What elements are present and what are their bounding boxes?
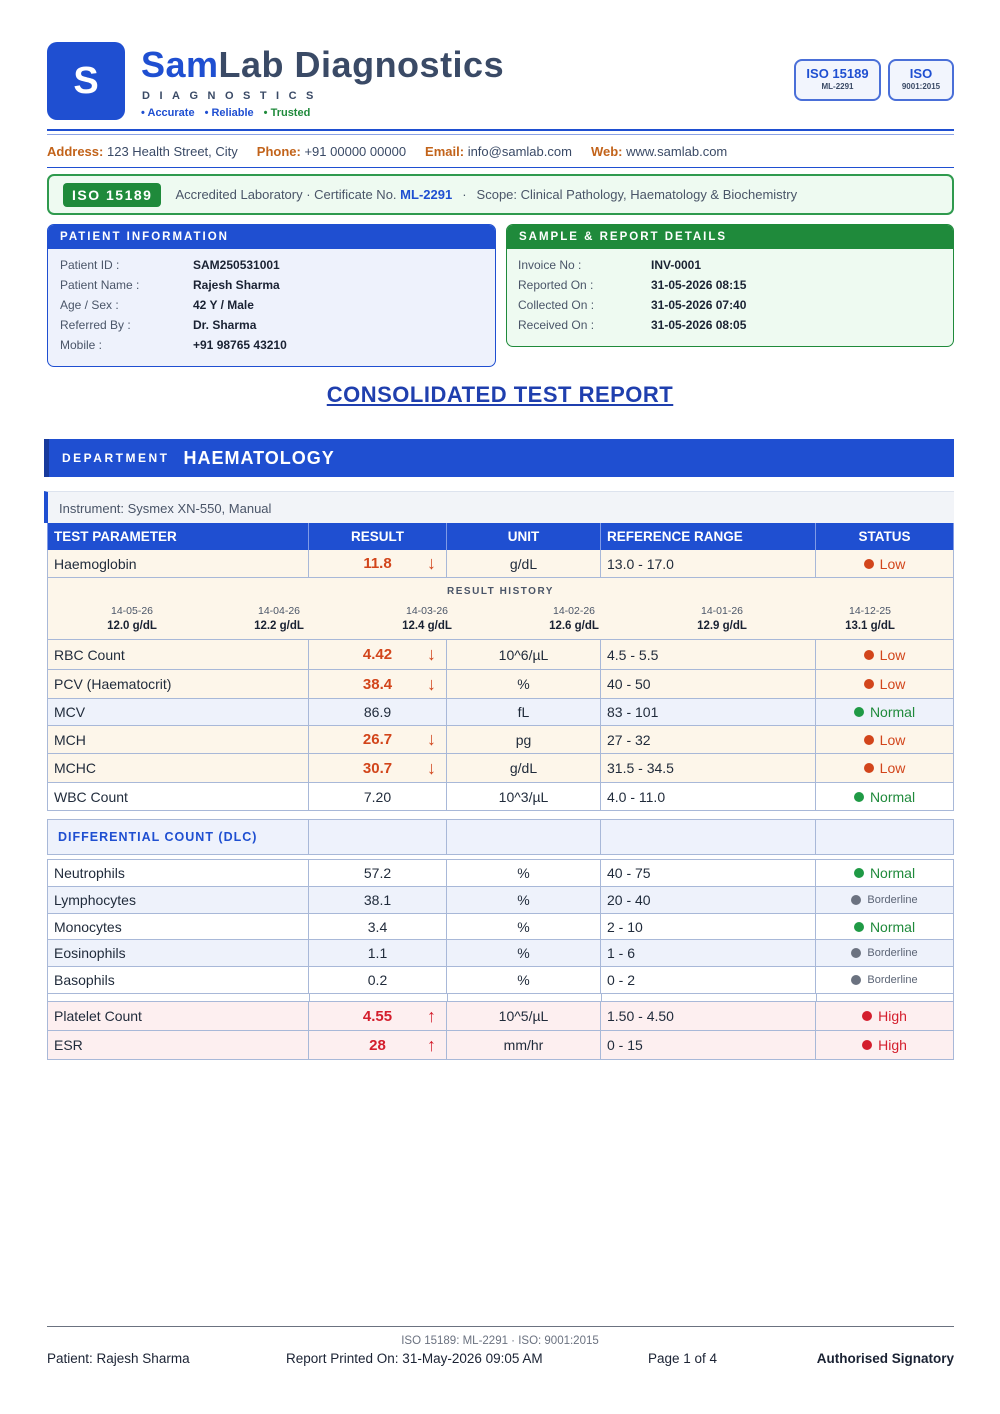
- reference-range: 4.5 - 5.5: [601, 640, 816, 669]
- footer-page-number: Page 1 of 4: [648, 1351, 718, 1366]
- unit: g/dL: [447, 754, 601, 782]
- footer-patient: Patient: Rajesh Sharma: [47, 1351, 190, 1366]
- instrument-note: Instrument: Sysmex XN-550, Manual: [44, 491, 954, 523]
- separator: ·: [462, 187, 467, 202]
- reference-range: 27 - 32: [601, 726, 816, 753]
- status-dot-icon: [851, 975, 861, 985]
- lab-logo: [47, 42, 125, 120]
- unit: g/dL: [447, 550, 601, 577]
- status-badge: Low: [864, 732, 906, 748]
- reference-range: 0 - 2: [601, 967, 816, 993]
- history-item: 14-01-26 12.9 g/dL: [697, 605, 747, 632]
- reference-range: 0 - 15: [601, 1031, 816, 1059]
- received-on-value: 31-05-2026 08:05: [651, 318, 747, 332]
- status-badge: Low: [864, 676, 906, 692]
- footer-signatory: Authorised Signatory: [816, 1351, 954, 1366]
- referred-by-value: Dr. Sharma: [193, 318, 257, 332]
- field-label: Patient Name :: [60, 278, 140, 292]
- iso-15189-badge: [794, 59, 881, 101]
- test-name: ESR: [47, 1031, 309, 1059]
- department-name: HAEMATOLOGY: [183, 447, 335, 468]
- reference-range: 1 - 6: [601, 940, 816, 966]
- field-label: Received On :: [518, 318, 595, 332]
- table-row: [47, 670, 954, 699]
- arrow-up-icon: ↑: [427, 1034, 436, 1055]
- table-row: [47, 783, 954, 811]
- table-row: [47, 550, 954, 578]
- result-value: 30.7: [362, 759, 393, 777]
- table-row: [47, 914, 954, 940]
- table-row: [47, 940, 954, 967]
- result-value: 4.55: [362, 1007, 393, 1025]
- pillar-trusted: • Trusted: [263, 107, 311, 119]
- field-label: Mobile :: [60, 338, 103, 352]
- status-badge: Low: [864, 760, 906, 776]
- brand-part-1: Sam: [141, 44, 219, 85]
- badge-sub: ML-2291: [821, 82, 854, 91]
- header-divider-thin: [47, 134, 954, 135]
- result-value: 86.9: [309, 699, 447, 725]
- result-value: 11.8: [363, 555, 392, 572]
- status-badge: Borderline: [851, 947, 917, 959]
- reference-range: 83 - 101: [601, 699, 816, 725]
- unit: %: [447, 940, 601, 966]
- badge-title: ISO 15189: [806, 66, 869, 81]
- mobile-value: +91 98765 43210: [193, 338, 287, 352]
- status-badge: Borderline: [851, 894, 917, 906]
- reference-range: 4.0 - 11.0: [601, 783, 816, 810]
- accreditation-text: Accredited Laboratory · Certificate No. ML-2291: [175, 187, 453, 202]
- test-name: Basophils: [47, 967, 309, 993]
- pillar-reliable: • Reliable: [204, 107, 254, 119]
- col-reference-range: REFERENCE RANGE: [601, 523, 816, 550]
- reference-range: 2 - 10: [601, 914, 816, 939]
- test-name: Eosinophils: [47, 940, 309, 966]
- history-item: 14-04-26 12.2 g/dL: [254, 605, 304, 632]
- collected-on-value: 31-05-2026 07:40: [651, 298, 747, 312]
- dlc-title: DIFFERENTIAL COUNT (DLC): [47, 820, 309, 854]
- field-label: Age / Sex :: [60, 298, 119, 312]
- unit: pg: [447, 726, 601, 753]
- status-badge: Normal: [854, 865, 915, 881]
- status-dot-icon: [864, 650, 874, 660]
- field-label: Reported On :: [518, 278, 594, 292]
- table-row: [47, 726, 954, 754]
- reference-range: 1.50 - 4.50: [601, 1002, 816, 1030]
- arrow-down-icon: ↓: [427, 644, 436, 664]
- result-history: [47, 578, 954, 640]
- panel-heading: SAMPLE & REPORT DETAILS: [507, 225, 953, 249]
- footer-divider: [47, 1326, 954, 1327]
- unit: %: [447, 860, 601, 886]
- department-label: DEPARTMENT: [62, 451, 170, 465]
- col-result: RESULT: [309, 523, 447, 550]
- result-value: 28: [369, 1036, 386, 1054]
- table-header: [47, 523, 954, 550]
- unit: 10^3/µL: [447, 783, 601, 810]
- history-item: 14-03-26 12.4 g/dL: [402, 605, 452, 632]
- test-name: Neutrophils: [47, 860, 309, 886]
- result-value: 38.4: [362, 675, 393, 693]
- status-dot-icon: [854, 868, 864, 878]
- results-table: [47, 523, 954, 1060]
- unit: %: [447, 670, 601, 698]
- logo-letter: S: [73, 59, 99, 102]
- unit: mm/hr: [447, 1031, 601, 1059]
- accreditation-banner: [47, 174, 954, 215]
- brand-pillars: [141, 107, 310, 119]
- field-label: Patient ID :: [60, 258, 120, 272]
- result-value: 0.2: [309, 967, 447, 993]
- accreditation-scope: Scope: Clinical Pathology, Haematology & Biochemistry: [476, 187, 798, 202]
- test-name: RBC Count: [47, 640, 309, 669]
- arrow-down-icon: ↓: [427, 673, 436, 694]
- table-row: [47, 859, 954, 887]
- contact-address: Address: 123 Health Street, City: [47, 144, 238, 159]
- status-badge: Low: [864, 647, 906, 663]
- contact-divider: [47, 167, 954, 168]
- col-status: STATUS: [816, 523, 954, 550]
- result-value: 38.1: [309, 887, 447, 913]
- table-row: [47, 967, 954, 994]
- unit: %: [447, 887, 601, 913]
- department-banner: [44, 439, 954, 477]
- brand-part-2: Lab Diagnostics: [218, 44, 505, 85]
- status-dot-icon: [862, 1011, 872, 1021]
- badge-sub: 9001:2015: [901, 82, 941, 91]
- test-name: Haemoglobin: [47, 550, 309, 577]
- history-item: 14-05-26 12.0 g/dL: [107, 605, 157, 632]
- arrow-up-icon: ↑: [427, 1005, 436, 1026]
- arrow-down-icon: ↓: [427, 553, 436, 573]
- report-title: CONSOLIDATED TEST REPORT: [326, 382, 674, 407]
- arrow-down-icon: ↓: [427, 729, 436, 749]
- footer-printed-on: Report Printed On: 31-May-2026 09:05 AM: [286, 1351, 543, 1366]
- patient-id-value: SAM250531001: [193, 258, 280, 272]
- unit: %: [447, 967, 601, 993]
- table-row: [47, 754, 954, 783]
- reference-range: 31.5 - 34.5: [601, 754, 816, 782]
- table-row: [47, 1031, 954, 1060]
- status-badge: Low: [864, 556, 906, 572]
- unit: fL: [447, 699, 601, 725]
- reference-range: 40 - 75: [601, 860, 816, 886]
- iso-9001-badge: [888, 59, 954, 101]
- test-name: Platelet Count: [47, 1002, 309, 1030]
- patient-name-value: Rajesh Sharma: [193, 278, 280, 292]
- brand-tagline: DIAGNOSTICS: [142, 90, 323, 102]
- pillar-accurate: • Accurate: [141, 107, 195, 119]
- header-divider: [47, 129, 954, 131]
- reported-on-value: 31-05-2026 08:15: [651, 278, 747, 292]
- status-dot-icon: [864, 735, 874, 745]
- result-history-title: RESULT HISTORY: [447, 586, 554, 597]
- test-name: WBC Count: [47, 783, 309, 810]
- reference-range: 13.0 - 17.0: [601, 550, 816, 577]
- result-value: 57.2: [309, 860, 447, 886]
- table-row: [47, 1002, 954, 1031]
- history-item: 14-02-26 12.6 g/dL: [549, 605, 599, 632]
- result-value: 3.4: [309, 914, 447, 939]
- badge-title: ISO: [909, 66, 933, 81]
- contact-web: Web: www.samlab.com: [590, 144, 728, 159]
- status-dot-icon: [864, 679, 874, 689]
- status-dot-icon: [864, 559, 874, 569]
- arrow-down-icon: ↓: [427, 757, 436, 778]
- status-dot-icon: [862, 1040, 872, 1050]
- brand-name: [141, 44, 504, 86]
- status-dot-icon: [854, 707, 864, 717]
- dlc-section-header: [47, 819, 954, 855]
- test-name: Lymphocytes: [47, 887, 309, 913]
- result-value: 7.20: [309, 783, 447, 810]
- status-badge: High: [862, 1008, 907, 1024]
- contact-phone: Phone: +91 00000 00000: [256, 144, 407, 159]
- result-value: 1.1: [309, 940, 447, 966]
- reference-range: 40 - 50: [601, 670, 816, 698]
- status-dot-icon: [854, 792, 864, 802]
- test-name: MCV: [47, 699, 309, 725]
- status-badge: Normal: [854, 704, 915, 720]
- footer-iso: ISO 15189: ML-2291 · ISO: 9001:2015: [401, 1335, 599, 1347]
- test-name: MCHC: [47, 754, 309, 782]
- result-value: 26.7: [362, 731, 393, 748]
- invoice-no-value: INV-0001: [651, 258, 702, 272]
- panel-heading: PATIENT INFORMATION: [48, 225, 495, 249]
- contact-email: Email: info@samlab.com: [425, 144, 572, 159]
- field-label: Invoice No :: [518, 258, 582, 272]
- status-dot-icon: [851, 895, 861, 905]
- unit: %: [447, 914, 601, 939]
- reference-range: 20 - 40: [601, 887, 816, 913]
- col-test-parameter: TEST PARAMETER: [47, 523, 309, 550]
- certificate-number: ML-2291: [400, 187, 453, 202]
- table-row: [47, 699, 954, 726]
- status-badge: Normal: [854, 919, 915, 935]
- test-name: PCV (Haematocrit): [47, 670, 309, 698]
- field-label: Referred By :: [60, 318, 131, 332]
- age-sex-value: 42 Y / Male: [193, 298, 254, 312]
- col-unit: UNIT: [447, 523, 601, 550]
- contact-bar: [47, 144, 746, 159]
- status-dot-icon: [854, 922, 864, 932]
- test-name: MCH: [47, 726, 309, 753]
- section-spacer: [47, 994, 954, 1002]
- unit: 10^5/µL: [447, 1002, 601, 1030]
- field-label: Collected On :: [518, 298, 595, 312]
- status-dot-icon: [864, 763, 874, 773]
- status-dot-icon: [851, 948, 861, 958]
- table-row: [47, 887, 954, 914]
- status-badge: High: [862, 1037, 907, 1053]
- table-row: [47, 640, 954, 670]
- accreditation-pill: ISO 15189: [63, 183, 161, 207]
- status-badge: Borderline: [851, 974, 917, 986]
- status-badge: Normal: [854, 789, 915, 805]
- unit: 10^6/µL: [447, 640, 601, 669]
- test-name: Monocytes: [47, 914, 309, 939]
- history-item: 14-12-25 13.1 g/dL: [845, 605, 895, 632]
- result-value: 4.42: [362, 646, 393, 663]
